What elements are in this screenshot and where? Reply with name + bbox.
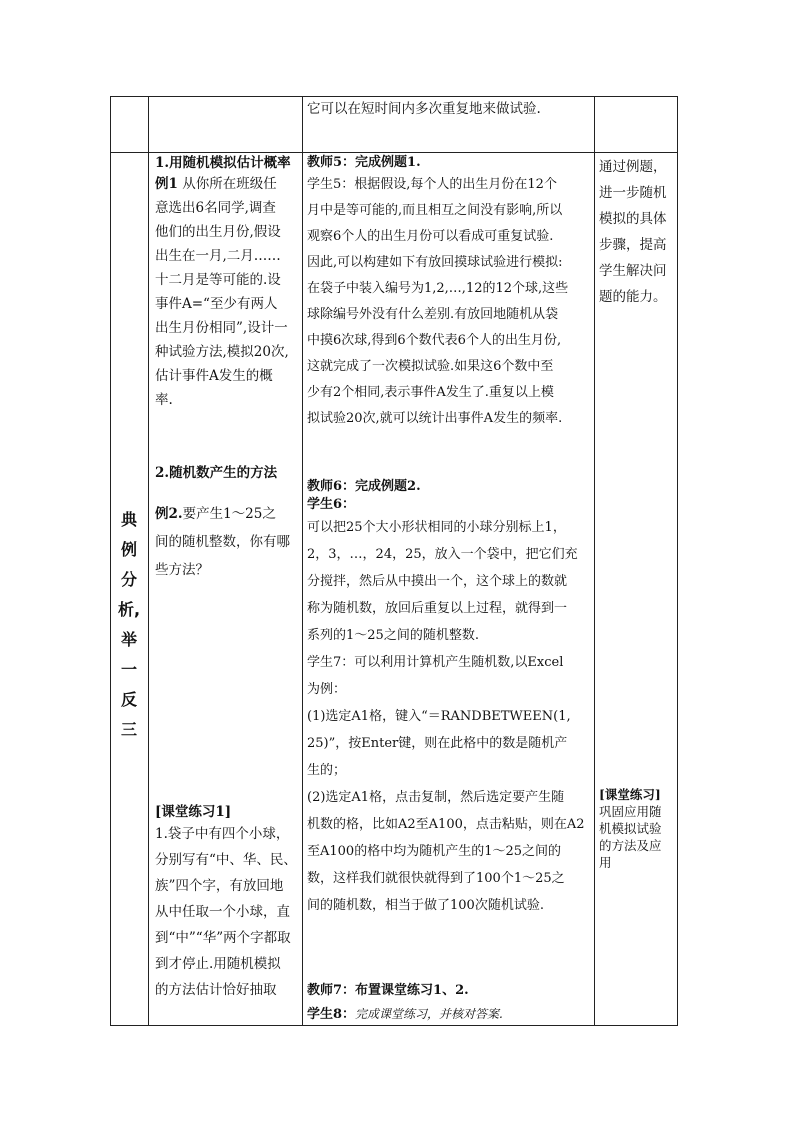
example1-line: 估计事件A发生的概 — [155, 368, 273, 384]
student8-label: 学生8： — [307, 1007, 356, 1022]
practice-line: 的方法及应 — [599, 838, 662, 853]
practice-line: 巩固应用随 — [599, 804, 662, 819]
purpose-line: 题的能力。 — [599, 289, 667, 305]
example1-line: 种试验方法,模拟20次, — [155, 344, 289, 360]
student5-line: 这就完成了一次模拟试验.如果这6个数中至 — [307, 359, 554, 374]
purpose-line: 通过例题， — [599, 159, 667, 175]
student6-line: 分搅拌，然后从中摸出一个，这个球上的数就 — [307, 574, 568, 589]
practice1-line: 的方法估计恰好抽取 — [155, 982, 277, 998]
column2-block-example2 — [155, 500, 299, 584]
top-row-text: 它可以在短时间内多次重复地来做试验. — [307, 101, 541, 117]
student5-line: 学生5：根据假设,每个人的出生月份在12个 — [307, 177, 557, 192]
student6-line: 称为随机数，放回后重复以上过程，就得到一 — [307, 601, 568, 616]
column-border-3 — [302, 96, 303, 1026]
student6-line: 系列的1～25之间的随机整数. — [307, 628, 479, 643]
purpose-line: 步骤，提高 — [599, 237, 667, 253]
column-border-2 — [148, 96, 149, 1026]
example2-first-line — [155, 500, 299, 528]
example1-first-line — [155, 172, 299, 196]
label-char: 三 — [120, 720, 137, 739]
student7-line: 生的； — [307, 763, 347, 778]
label-char: 典 — [120, 510, 137, 529]
student5-line: 球除编号外没有什么差别.有放回地随机从袋 — [307, 307, 559, 322]
label-char: 分 — [120, 570, 137, 589]
column2-block-1 — [155, 154, 299, 412]
example1-line: 十二月是等可能的.设 — [155, 272, 281, 288]
example1-line: 从你所在班级任 — [182, 176, 277, 192]
example1-label: 例1 — [155, 176, 178, 192]
practice1-line: 1.袋子中有四个小球， — [155, 826, 290, 842]
student7-line: 学生7：可以利用计算机产生随机数,以Excel — [307, 655, 564, 670]
student7-line: 至A100的格中均为随机产生的1～25之间的 — [307, 844, 562, 859]
label-char: 一 — [120, 660, 137, 679]
column-border-4 — [594, 96, 595, 1026]
example2-label: 例2. — [155, 506, 183, 522]
column3-block-example1 — [307, 154, 593, 432]
student7-line: (1)选定A1格，键入“＝RANDBETWEEN(1, — [307, 709, 571, 724]
example2-line: 间的随机整数，你有哪 — [155, 534, 290, 550]
practice1-line: 族”四个字，有放回地 — [155, 878, 284, 894]
teacher5-text: 教师5：完成例题1. — [307, 155, 421, 170]
practice-line: 用 — [599, 855, 612, 870]
column3-block-example2 — [307, 478, 593, 919]
example1-line: 意选出6名同学,调查 — [155, 200, 276, 216]
student8-text: 完成课堂练习，并核对答案. — [355, 1007, 503, 1021]
heading-random-number-methods: 2.随机数产生的方法 — [155, 465, 278, 481]
student5-line: 观察6个人的出生月份可以看成可重复试验. — [307, 229, 554, 244]
purpose-line: 进一步随机 — [599, 185, 667, 201]
practice-line: 机模拟试验 — [599, 821, 662, 836]
practice1-title: [课堂练习1] — [155, 804, 232, 820]
example2-line: 要产生1～25之 — [182, 506, 276, 522]
example2-line: 些方法？ — [155, 562, 209, 578]
row-divider — [110, 152, 678, 153]
example1-line: 出生在一月,二月…… — [155, 248, 281, 264]
example1-line: 他们的出生月份,假设 — [155, 224, 281, 240]
student5-line: 中摸6次球,得到6个数代表6个人的出生月份, — [307, 333, 562, 348]
column4-purpose — [599, 154, 675, 310]
student7-line: 机数的格，比如A2至A100，点击粘贴，则在A2 — [307, 817, 585, 832]
label-char: 析, — [117, 600, 141, 619]
practice-title: [课堂练习] — [599, 787, 661, 802]
student5-line: 拟试验20次,就可以统计出事件A发生的频率. — [307, 411, 563, 426]
teacher6-text: 教师6：完成例题2. — [307, 479, 421, 494]
teacher7-text: 教师7：布置课堂练习1、2. — [307, 983, 469, 998]
label-char: 例 — [120, 540, 137, 559]
column2-block-practice — [155, 803, 299, 1003]
column-border-5 — [677, 96, 678, 1026]
student7-line: (2)选定A1格，点击复制，然后选定要产生随 — [307, 790, 565, 805]
practice1-line: 从中任取一个小球，直 — [155, 904, 290, 920]
student7-line: 数，这样我们就很快就得到了100个1～25之 — [307, 871, 565, 886]
purpose-line: 学生解决问 — [599, 263, 667, 279]
example1-line: 出生月份相同”,设计一 — [155, 320, 288, 336]
example1-line: 率. — [155, 392, 173, 408]
example1-line: 事件A=“至少有两人 — [155, 296, 278, 312]
practice1-line: 到才停止.用随机模拟 — [155, 956, 281, 972]
student5-line: 少有2个相同,表示事件A发生了.重复以上模 — [307, 385, 554, 400]
heading-random-simulation: 1.用随机模拟估计概率 — [155, 155, 291, 171]
purpose-line: 模拟的具体 — [599, 211, 667, 227]
student5-line: 月中是等可能的,而且相互之间没有影响,所以 — [307, 203, 563, 218]
student6-line: 2，3，…，24，25，放入一个袋中，把它们充 — [307, 547, 578, 562]
student7-line: 间的随机数，相当于做了100次随机试验. — [307, 898, 544, 913]
student5-line: 因此,可以构建如下有放回摸球试验进行模拟: — [307, 255, 563, 270]
student7-line: 为例： — [307, 682, 347, 697]
column4-practice — [599, 786, 675, 871]
student8-row — [307, 1003, 593, 1026]
practice1-line: 分别写有“中、华、民、 — [155, 852, 297, 868]
student7-line: 25)”，按Enter键，则在此格中的数是随机产 — [307, 736, 568, 751]
student6-line: 可以把25个大小形状相同的小球分别标上1， — [307, 520, 566, 535]
section-label — [110, 505, 148, 745]
label-char: 举 — [120, 630, 137, 649]
label-char: 反 — [120, 690, 137, 709]
practice1-line: 到“中”“华”两个字都取 — [155, 930, 291, 946]
student5-line: 在袋子中装入编号为1,2,…,12的12个球,这些 — [307, 281, 569, 296]
student6-label: 学生6： — [307, 497, 356, 512]
